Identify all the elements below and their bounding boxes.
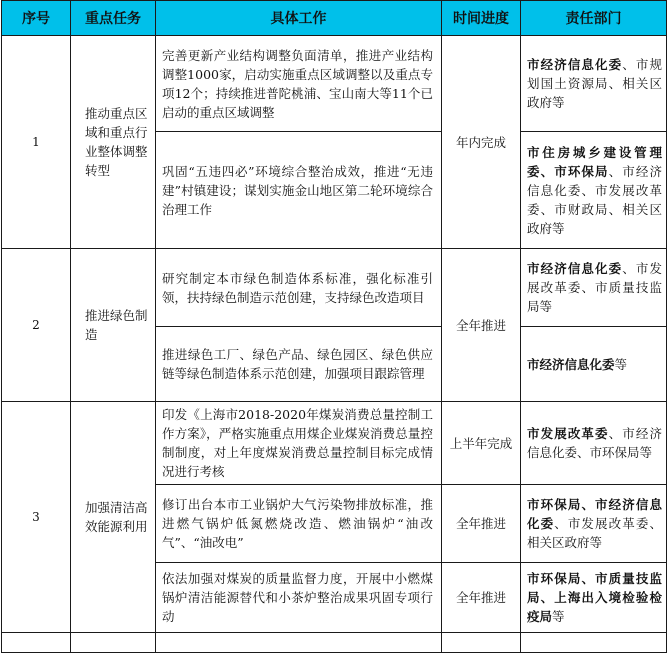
- work-item: 完善更新产业结构调整负面清单，推进产业结构调整1000家，启动实施重点区域调整以及重点专项12个；持续推进普陀桃浦、宝山南大等11个已启动的重点区域调整: [156, 36, 442, 132]
- dept-lead: 市经济信息化委: [527, 57, 623, 72]
- row-number: 1: [2, 36, 71, 249]
- dept-cell: [521, 402, 667, 485]
- dept-others: 、市经济信息化委、市环保局等: [527, 426, 662, 460]
- work-item: 巩固“五违四必”环境综合整治成效，推进“无违建”村镇建设；谋划实施金山地区第二轮环境综合治理工作: [156, 132, 442, 249]
- header-no: 序号: [2, 1, 71, 36]
- time-progress: 全年推进: [442, 249, 521, 402]
- work-item: 依法加强对煤炭的质量监督力度，开展中小燃煤锅炉清洁能源替代和小茶炉整治成果巩固专项行动: [156, 563, 442, 633]
- dept-lead: 市环保局、市经济信息化委: [527, 497, 662, 531]
- dept-lead: 市环保局、市质量技监局、上海出入境检验检疫局: [527, 571, 662, 624]
- table-row: [2, 402, 667, 485]
- table-row: [2, 249, 667, 327]
- task-name: 推进绿色制造: [71, 249, 156, 402]
- dept-others: 、市发展改革委、相关区政府等: [527, 516, 662, 550]
- header-task: 重点任务: [71, 1, 156, 36]
- work-item: 修订出台本市工业锅炉大气污染物排放标准，推进燃气锅炉低氮燃烧改造、燃油锅炉“油改气”、“油改电”: [156, 485, 442, 563]
- dept-lead: 市经济信息化委: [527, 261, 623, 276]
- task-name: 加强清洁高效能源利用: [71, 402, 156, 633]
- dept-others: 、市经济信息化委、市发展改革委、市财政局、相关区政府等: [527, 163, 662, 236]
- time-progress: 年内完成: [442, 36, 521, 249]
- dept-others: 等: [614, 356, 628, 372]
- header-work: 具体工作: [156, 1, 442, 36]
- dept-cell: [521, 36, 667, 132]
- table-row-continuation: [2, 633, 667, 653]
- dept-cell: [521, 485, 667, 563]
- time-progress: 上半年完成: [442, 402, 521, 485]
- work-item: 印发《上海市2018-2020年煤炭消费总量控制工作方案》，严格实施重点用煤企业煤炭消费总量控制制度，对上年度煤炭消费总量控制目标完成情况进行考核: [156, 402, 442, 485]
- dept-cell: [521, 249, 667, 327]
- header-dept: 责任部门: [521, 1, 667, 36]
- header-time: 时间进度: [442, 1, 521, 36]
- dept-others: 等: [552, 609, 565, 624]
- task-table: [1, 0, 667, 653]
- work-item: 推进绿色工厂、绿色产品、绿色园区、绿色供应链等绿色制造体系示范创建，加强项目跟踪管理: [156, 327, 442, 402]
- dept-cell: [521, 563, 667, 633]
- dept-cell: [521, 132, 667, 249]
- dept-lead: 市住房城乡建设管理委、市环保局: [527, 144, 662, 179]
- time-progress: 全年推进: [442, 563, 521, 633]
- dept-lead: 市经济信息化委: [527, 356, 615, 372]
- time-progress: 全年推进: [442, 485, 521, 563]
- header-row: [2, 1, 667, 36]
- work-item: 研究制定本市绿色制造体系标准，强化标准引领，扶持绿色制造示范创建，支持绿色改造项目: [156, 249, 442, 327]
- table-row: [2, 36, 667, 132]
- row-number: 2: [2, 249, 71, 402]
- dept-lead: 市发展改革委: [527, 426, 609, 441]
- dept-others: 、市发展改革委、市质量技监局等: [527, 261, 662, 314]
- task-name: 推动重点区域和重点行业整体调整转型: [71, 36, 156, 249]
- row-number: 3: [2, 402, 71, 633]
- dept-others: 、市规划国土资源局、相关区政府等: [527, 57, 662, 110]
- dept-cell: [521, 327, 667, 402]
